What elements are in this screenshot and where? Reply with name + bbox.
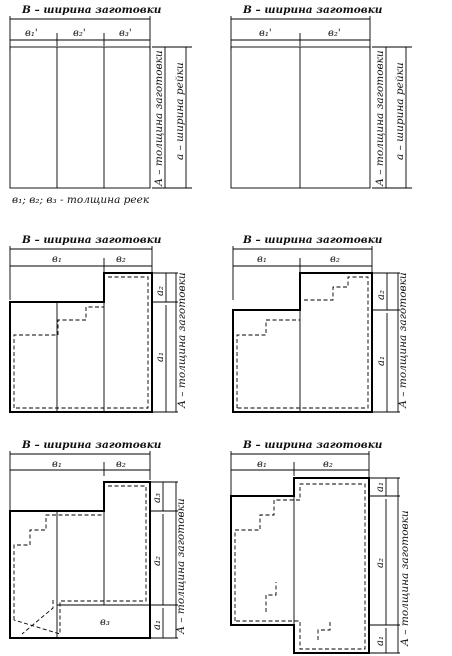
width-label: В – ширина заготовки (243, 439, 383, 451)
width-label: В – ширина заготовки (22, 234, 162, 246)
a1-label-top: а₁ (375, 482, 386, 492)
blank-thickness-label: А – толщина заготовки (374, 50, 386, 186)
b2-label: в₂' (328, 28, 341, 39)
a2-label: а₂ (376, 290, 387, 300)
panel-3 (10, 234, 188, 412)
b3-label: в₃' (119, 28, 132, 39)
b2-label: в₂ (116, 459, 126, 470)
b2-label: в₂ (116, 254, 126, 265)
blank-thickness-label: А – толщина заготовки (175, 498, 187, 634)
a1-label-bottom: а₁ (375, 636, 386, 646)
b1-label: в₁ (52, 254, 62, 265)
a2-label: а₂ (155, 286, 166, 296)
dashed-profile (237, 320, 300, 408)
blank-thickness-label: А – толщина заготовки (153, 50, 165, 186)
panel-6 (231, 439, 411, 653)
b1-label: в₁' (25, 28, 38, 39)
a1-label: а₁ (155, 352, 166, 362)
rail-thickness-caption: в₁; в₂; в₃ - толщина реек (12, 194, 150, 206)
width-label: В – ширина заготовки (22, 439, 162, 451)
width-label: В – ширина заготовки (243, 234, 383, 246)
blank-thickness-label: А – толщина заготовки (397, 272, 409, 408)
rail-width-label: а – ширина рейки (174, 62, 186, 160)
panel-1 (10, 4, 192, 206)
panel-5 (10, 439, 187, 638)
a1-label: а₁ (376, 356, 387, 366)
b1-label: в₁' (259, 28, 272, 39)
panel-4 (233, 234, 409, 412)
blank-thickness-label: А – толщина заготовки (399, 510, 411, 646)
b2-label: в₂' (73, 28, 86, 39)
panel-2 (231, 4, 412, 188)
b1-label: в₁ (257, 459, 267, 470)
blank-outline (233, 273, 372, 412)
blank-rect (231, 47, 370, 188)
a2-label: а₂ (152, 556, 163, 566)
blank-outline (231, 478, 369, 653)
blank-thickness-label: А – толщина заготовки (176, 272, 188, 408)
b3-label: в₃ (100, 617, 110, 628)
blank-outline (10, 273, 152, 412)
b2-label: в₂ (323, 459, 333, 470)
rail-width-label: а – ширина рейки (394, 62, 406, 160)
b1-label: в₁ (52, 459, 62, 470)
blank-rect (10, 47, 150, 188)
dashed-profile (14, 307, 104, 408)
blank-outline (10, 482, 150, 638)
width-label: В – ширина заготовки (243, 4, 383, 16)
a1-label: а₁ (152, 620, 163, 630)
b1-label: в₁ (257, 254, 267, 265)
b2-label: в₂ (330, 254, 340, 265)
dashed-profile (14, 515, 104, 620)
width-label: В – ширина заготовки (22, 4, 162, 16)
a2-label: а₂ (375, 558, 386, 568)
a3-label: а₃ (152, 493, 163, 503)
